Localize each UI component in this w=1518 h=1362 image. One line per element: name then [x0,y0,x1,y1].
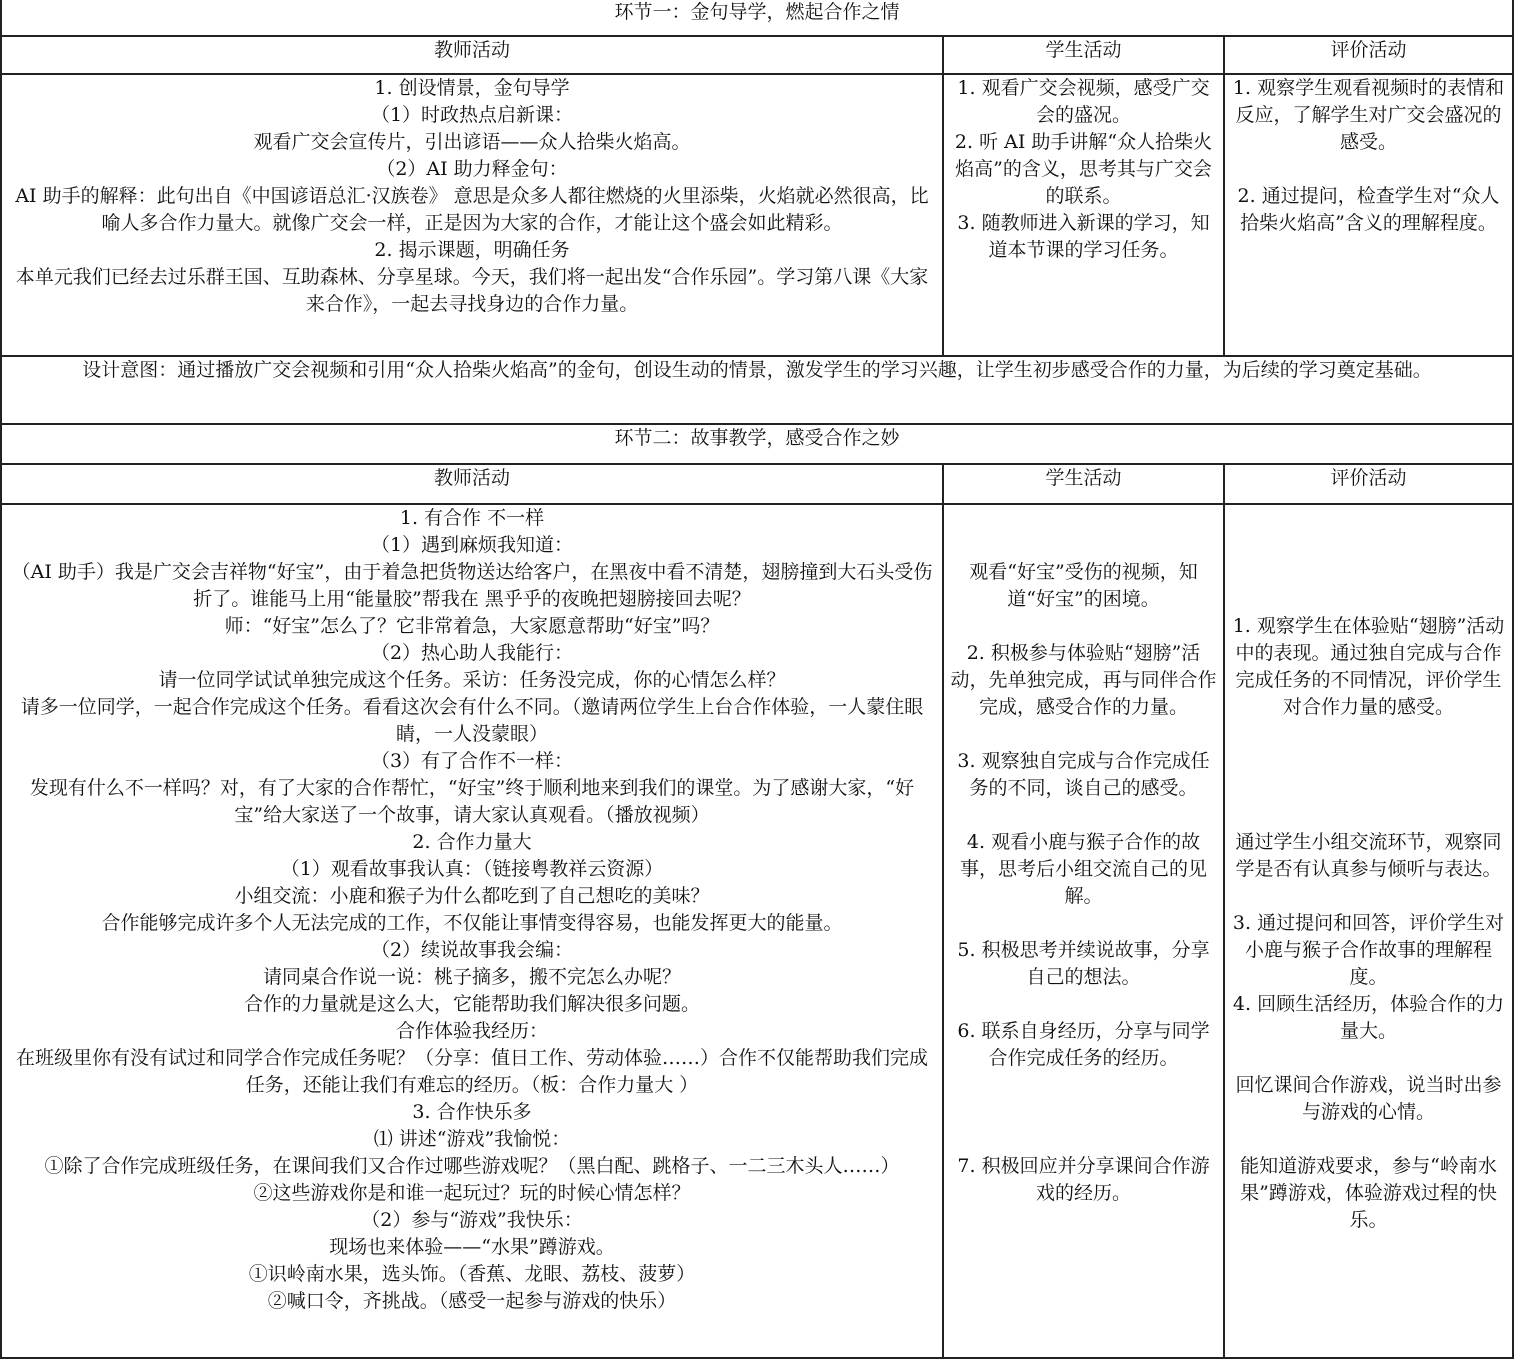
activity-line: 在班级里你有没有试过和同学合作完成任务呢？（分享：值日工作、劳动体验……）合作不仅能帮助我们完成任务，还能让我们有难忘的经历。（板：合作力量大 ） [15,1047,928,1096]
activity-line: 能知道游戏要求，参与“岭南水果”蹲游戏，体验游戏过程的快乐。 [1240,1155,1497,1231]
activity-line: 1. 创设情景，金句导学 [374,77,570,99]
section1-title: 环节一：金句导学，燃起合作之情 [1,0,1513,36]
activity-line: 请一位同学试试单独完成这个任务。采访：任务没完成，你的心情怎么样？ [158,669,786,691]
activity-line: 小组交流：小鹿和猴子为什么都吃到了自己想吃的美味？ [234,885,710,907]
spacer [1231,1045,1506,1072]
section2-teacher-activities [1,504,943,1358]
section1-evaluation-activities [1224,74,1513,356]
activity-line: 3. 观察独自完成与合作完成任务的不同，谈自己的感受。 [957,750,1210,799]
activity-line: 现场也来体验——“水果”蹲游戏。 [329,1236,615,1258]
activity-line: 2. 积极参与体验贴“翅膀”活动，先单独完成，再与同伴合作完成，感受合作的力量。 [950,642,1217,718]
section2-header-evaluation: 评价活动 [1224,464,1513,504]
activity-line: 通过学生小组交流环节，观察同学是否有认真参与倾听与表达。 [1235,831,1502,880]
activity-line: 2. 通过提问，检查学生对“众人拾柴火焰高”含义的理解程度。 [1237,185,1500,234]
section1-header-row [1,36,1513,74]
activity-line: （1）遇到麻烦我知道： [370,534,574,556]
spacer [1231,156,1506,183]
spacer [1231,505,1506,613]
section2-header-student: 学生活动 [943,464,1224,504]
section1-design-intent: 设计意图：通过播放广交会视频和引用“众人拾柴火焰高”的金句，创设生动的情景，激发学生的学习兴趣，让学生初步感受合作的力量，为后续的学习奠定基础。 [1,356,1513,424]
activity-line: 2. 听 AI 助手讲解“众人拾柴火焰高”的含义，思考其与广交会的联系。 [954,131,1213,207]
spacer [950,721,1217,748]
section2-title-row [1,424,1513,464]
activity-line: ①除了合作完成班级任务，在课间我们又合作过哪些游戏呢？（黑白配、跳格子、一二三木头人……） [44,1155,900,1177]
spacer [1231,883,1506,910]
activity-line: 2. 合作力量大 [412,831,532,853]
activity-line: （2）热心助人我能行： [370,642,574,664]
spacer [950,1072,1217,1153]
spacer [1231,721,1506,829]
activity-line: 3. 随教师进入新课的学习，知道本节课的学习任务。 [957,212,1210,261]
section2-content-row [1,504,1513,1358]
activity-line: 7. 积极回应并分享课间合作游戏的经历。 [957,1155,1210,1204]
section1-teacher-activities [1,74,943,356]
activity-line: 1. 有合作 不一样 [399,507,545,529]
spacer [950,910,1217,937]
spacer [950,802,1217,829]
section2-title: 环节二：故事教学，感受合作之妙 [1,424,1513,464]
activity-line: ②这些游戏你是和谁一起玩过？玩的时候心情怎样？ [253,1182,691,1204]
activity-line: 1. 观看广交会视频，感受广交会的盛况。 [957,77,1210,126]
activity-line: 观看广交会宣传片，引出谚语——众人拾柴火焰高。 [253,131,691,153]
activity-line: 4. 观看小鹿与猴子合作的故事，思考后小组交流自己的见解。 [959,831,1207,907]
activity-line: （2）续说故事我会编： [370,939,574,961]
activity-line: 请同桌合作说一说：桃子摘多，搬不完怎么办呢？ [262,966,681,988]
activity-line: 3. 通过提问和回答，评价学生对小鹿与猴子合作故事的理解程度。 [1232,912,1505,988]
spacer [950,613,1217,640]
activity-line: （2）AI 助力释金句： [376,158,568,180]
activity-line: （1）时政热点启新课： [370,104,574,126]
activity-line: 发现有什么不一样吗？对，有了大家的合作帮忙，“好宝”终于顺利地来到我们的课堂。为了感谢大家，“好宝”给大家送了一个故事，请大家认真观看。（播放视频） [29,777,915,826]
activity-line: 6. 联系自身经历，分享与同学合作完成任务的经历。 [957,1020,1210,1069]
activity-line: 师：“好宝”怎么了？它非常着急，大家愿意帮助“好宝”吗？ [224,615,720,637]
activity-line: 4. 回顾生活经历，体验合作的力量大。 [1232,993,1505,1042]
activity-line: 本单元我们已经去过乐群王国、互助森林、分享星球。今天，我们将一起出发“合作乐园”。学习第八课《大家来合作》，一起去寻找身边的合作力量。 [15,266,929,315]
activity-line: 合作体验我经历： [395,1020,548,1042]
section1-content-row [1,74,1513,356]
section2-header-teacher: 教师活动 [1,464,943,504]
section2-evaluation-activities [1224,504,1513,1358]
section1-student-activities [943,74,1224,356]
spacer [1231,1126,1506,1153]
activity-line: （1）观看故事我认真：（链接粤教祥云资源） [280,858,664,880]
activity-line: 3. 合作快乐多 [412,1101,532,1123]
section1-header-student: 学生活动 [943,36,1224,74]
activity-line: 5. 积极思考并续说故事，分享自己的想法。 [957,939,1210,988]
activity-line: 回忆课间合作游戏，说当时出参与游戏的心情。 [1235,1074,1502,1123]
activity-line: 观看“好宝”受伤的视频，知道“好宝”的困境。 [969,561,1198,610]
activity-line: （3）有了合作不一样： [370,750,574,772]
activity-line: ①识岭南水果，选头饰。（香蕉、龙眼、荔枝、菠萝） [248,1263,696,1285]
spacer [950,991,1217,1018]
activity-line: 请多一位同学，一起合作完成这个任务。看看这次会有什么不同。（邀请两位学生上台合作体验，一人蒙住眼睛，一人没蒙眼） [20,696,924,745]
section1-design-row [1,356,1513,424]
activity-line: 1. 观察学生在体验贴“翅膀”活动中的表现。通过独自完成与合作完成任务的不同情况，评价学生对合作力量的感受。 [1232,615,1505,718]
activity-line: （2）参与“游戏”我快乐： [361,1209,583,1231]
activity-line: ⑴ 讲述“游戏”我愉悦： [373,1128,571,1150]
section1-title-row [1,0,1513,36]
activity-line: 合作的力量就是这么大，它能帮助我们解决很多问题。 [243,993,700,1015]
section2-header-row [1,464,1513,504]
activity-line: ②喊口令，齐挑战。（感受一起参与游戏的快乐） [267,1290,677,1312]
activity-line: 合作能够完成许多个人无法完成的工作，不仅能让事情变得容易，也能发挥更大的能量。 [101,912,843,934]
activity-line: （AI 助手）我是广交会吉祥物“好宝”，由于着急把货物送达给客户，在黑夜中看不清楚，翅膀撞到大石头受伤折了。谁能马上用“能量胶”帮我在 黑乎乎的夜晚把翅膀接回去呢？ [11,561,933,610]
activity-line: 2. 揭示课题，明确任务 [374,239,570,261]
section1-header-teacher: 教师活动 [1,36,943,74]
activity-line: AI 助手的解释：此句出自《中国谚语总汇·汉族卷》 意思是众多人都往燃烧的火里添柴，火焰就必然很高，比喻人多合作力量大。就像广交会一样，正是因为大家的合作，才能让这个盛会如此精彩。 [15,185,929,234]
section1-header-evaluation: 评价活动 [1224,36,1513,74]
activity-line: 1. 观察学生观看视频时的表情和反应，了解学生对广交会盛况的感受。 [1232,77,1505,153]
spacer [950,505,1217,559]
section2-student-activities [943,504,1224,1358]
